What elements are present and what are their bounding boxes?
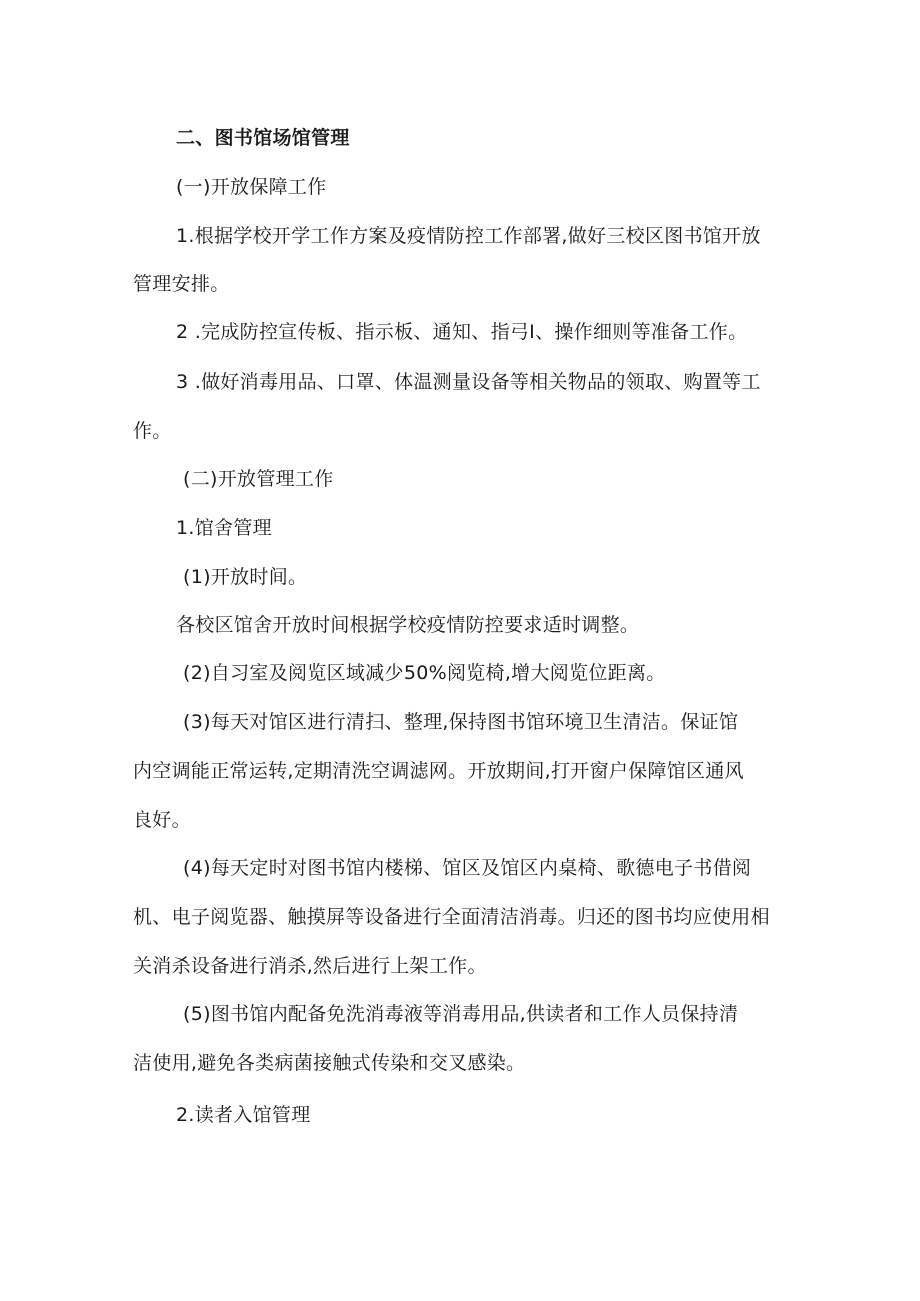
paragraph-line: 关消杀设备进行消杀,然后进行上架工作。 — [133, 955, 487, 977]
list-item: (2)自习室及阅览区域减少50%阅览椅,增大阅览位距离。 — [183, 662, 666, 684]
paragraph-line: 管理安排。 — [133, 273, 230, 295]
paragraph-line: 机、电子阅览器、触摸屏等设备进行全面清洁消毒。归还的图书均应使用相 — [133, 906, 770, 928]
paragraph-line: 作。 — [133, 420, 172, 442]
paragraph-line: 各校区馆舍开放时间根据学校疫情防控要求适时调整。 — [176, 614, 640, 636]
list-item: (3)每天对馆区进行清扫、整理,保持图书馆环境卫生清洁。保证馆 — [183, 711, 739, 733]
paragraph-line: 良好。 — [133, 809, 191, 831]
item-heading: 1.馆舍管理 — [176, 517, 272, 539]
paragraph-line: 1.根据学校开学工作方案及疫情防控工作部署,做好三校区图书馆开放 — [176, 225, 761, 247]
subsection-heading: (一)开放保障工作 — [176, 176, 327, 198]
list-item: (4)每天定时对图书馆内楼梯、馆区及馆区内桌椅、歌德电子书借阅 — [183, 857, 752, 879]
paragraph-line: 2 .完成防控宣传板、指示板、通知、指弓I、操作细则等准备工作。 — [176, 321, 748, 343]
list-item: (1)开放时间。 — [183, 566, 308, 588]
paragraph-line: 内空调能正常运转,定期清洗空调滤网。开放期间,打开窗户保障馆区通风 — [133, 760, 744, 782]
item-heading: 2.读者入馆管理 — [176, 1104, 311, 1126]
section-heading: 二、图书馆场馆管理 — [176, 127, 350, 149]
list-item: (5)图书馆内配备免洗消毒液等消毒用品,供读者和工作人员保持清 — [183, 1003, 739, 1025]
paragraph-line: 3 .做好消毒用品、口罩、体温测量设备等相关物品的领取、购置等工 — [176, 371, 761, 393]
paragraph-line: 洁使用,避免各类病菌接触式传染和交叉感染。 — [133, 1052, 526, 1074]
subsection-heading: (二)开放管理工作 — [183, 468, 334, 490]
